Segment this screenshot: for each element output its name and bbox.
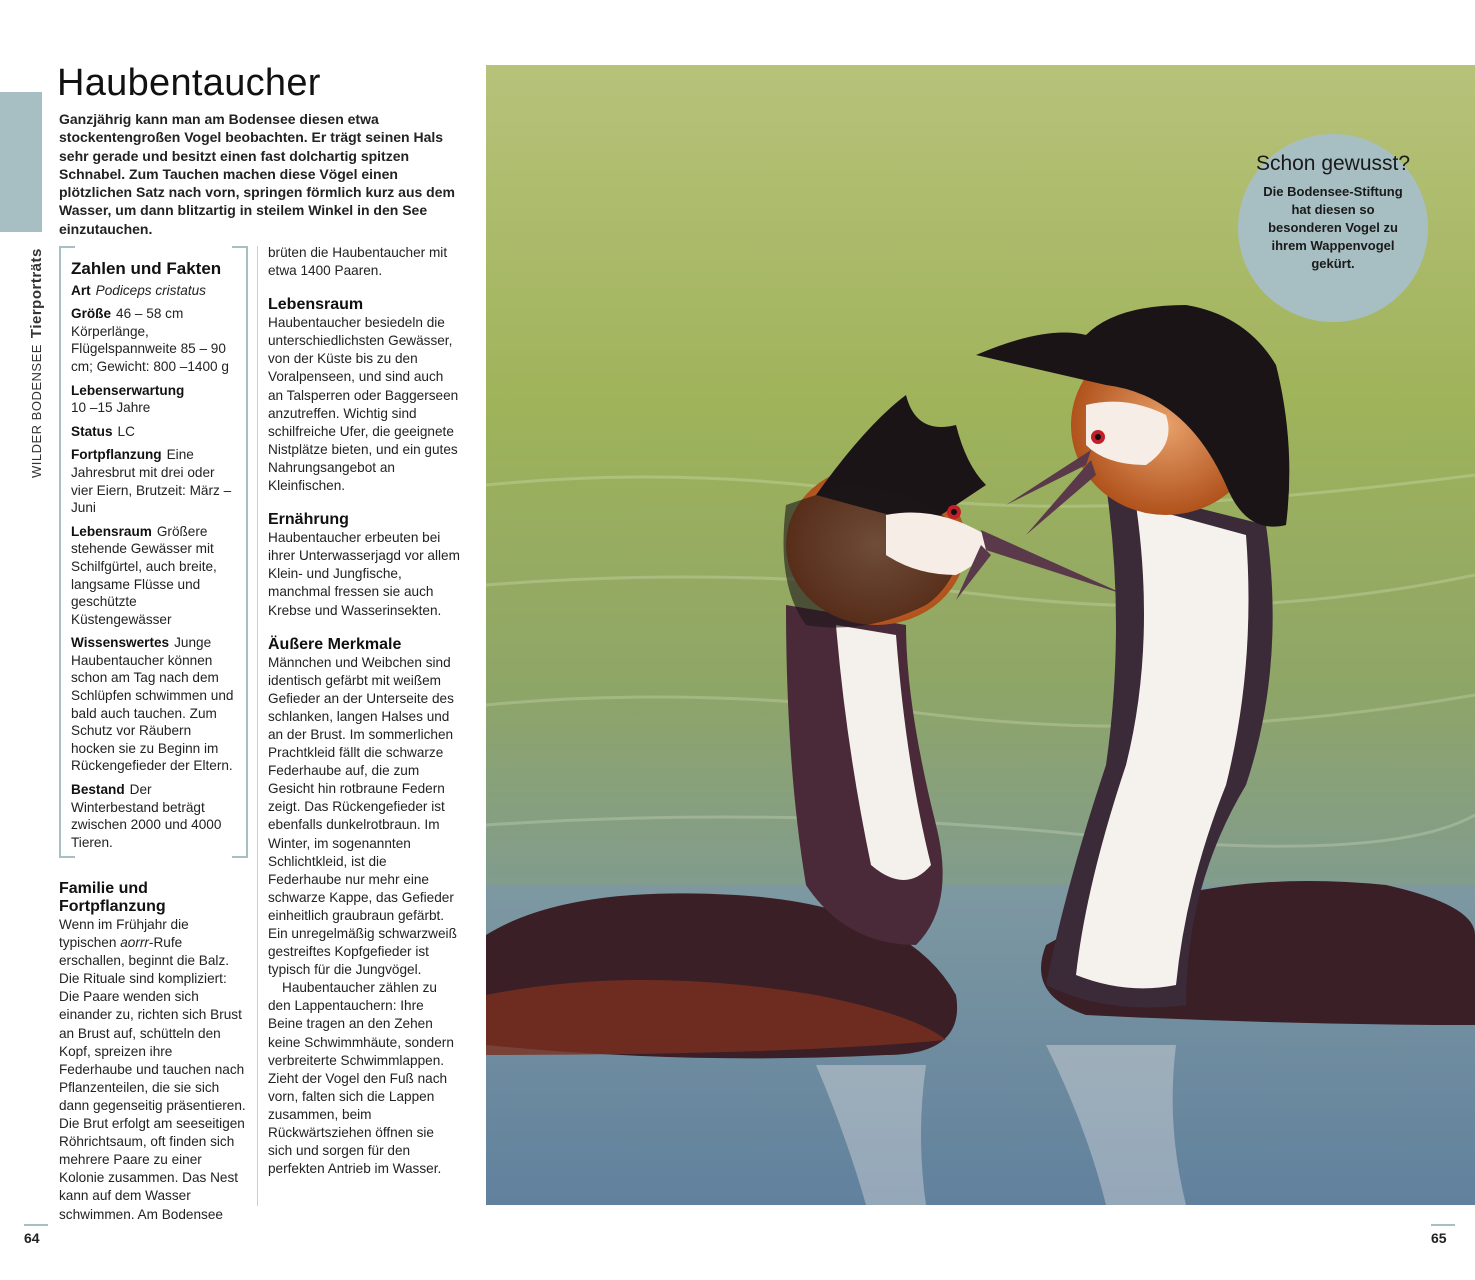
text-merkmale-2: Haubentaucher zählen zu den Lappentauchern: Ihre Beine tragen an den Zehen keine Schwimmhäute, sondern verbreiterte Schwimmlappen. Zieht der Vogel den Fuß nach vorn, falten sich die Lappen zusammen, beim Rückwärtsziehen öffnen sie sich und sorgen für den perfekten Antrieb im Wasser. <box>268 980 454 1177</box>
column-left <box>59 880 249 1224</box>
page-title: Haubentaucher <box>57 62 321 104</box>
section-label-light: WILDER BODENSEE <box>29 344 44 478</box>
section-label <box>28 248 45 478</box>
heading-familie: Familie und Fortpflanzung <box>59 880 166 915</box>
fact-art: Art Podiceps cristatus <box>71 282 206 298</box>
text-familie-cont: brüten die Haubentaucher mit etwa 1400 Paaren. <box>268 245 448 279</box>
bubble-text: Die Bodensee-Stiftung hat diesen so besonderen Vogel zu ihrem Wappenvogel gekürt. <box>1263 184 1403 271</box>
bubble-title: Schon gewusst? <box>1255 152 1411 175</box>
page-number-left: 64 <box>24 1230 40 1246</box>
page-number-right: 65 <box>1431 1230 1447 1246</box>
fact-lebenserwartung: Lebenserwartung 10 –15 Jahre <box>71 382 185 416</box>
facts-heading: Zahlen und Fakten <box>71 259 222 278</box>
fact-wissenswertes: Wissenswertes Junge Haubentaucher können schon am Tag nach dem Schlüpfen schwimmen und bald auch tauchen. Zum Schutz vor Räubern hocken sie zu Beginn im Rückengefieder der Eltern. <box>71 635 234 774</box>
fact-lebensraum: Lebensraum Größere stehende Gewässer mit Schilfgürtel, auch breite, langsame Flüsse und geschützte Küstengewässer <box>71 523 217 627</box>
lead-paragraph: Ganzjährig kann man am Bodensee diesen etwa stockentengroßen Vogel beobachten. Er trägt seinen Hals sehr gerade und besitzt einen fast dolchartig spitzen Schnabel. Zum Tauchen machen diese Vögel einen plötzlichen Satz nach vorn, springen förmlich kurz aus dem Wasser, um dann blitzartig in steilem Winkel in den See einzutauchen. <box>59 111 455 237</box>
section-tab <box>0 92 42 232</box>
heading-ernaehrung: Ernährung <box>268 511 349 529</box>
info-bubble <box>1238 134 1428 322</box>
column-divider <box>257 246 258 1206</box>
heading-lebensraum: Lebensraum <box>268 296 364 314</box>
fact-status: Status LC <box>71 423 135 439</box>
fact-bestand: Bestand Der Winterbestand beträgt zwischen 2000 und 4000 Tieren. <box>71 782 222 850</box>
column-right <box>268 244 460 1178</box>
facts-box <box>59 246 248 858</box>
heading-merkmale: Äußere Merkmale <box>268 635 402 653</box>
text-ernaehrung: Haubentaucher erbeuten bei ihrer Unterwasserjagd vor allem Klein- und Jungfische, manchmal fressen sie auch Krebse und Wasserinsekten. <box>268 530 460 618</box>
text-familie: Wenn im Frühjahr die typischen aorrr-Rufe erschallen, beginnt die Balz. Die Rituale sind kompliziert: Die Paare wenden sich einander zu, richten sich Brust an Brust auf, schütteln den Kopf, spreizen ihre Federhaube und tauchen nach Pflanzenteilen, die sie sich dann gegenseitig präsentieren. Die Brut erfolgt am seeseitigen Röhrichtsaum, oft finden sich mehrere Paare zu einer Kolonie zusammen. Das Nest kann auf dem Wasser schwimmen. Am Bodensee <box>59 917 246 1222</box>
fact-groesse: Größe 46 – 58 cm Körperlänge, Flügelspannweite 85 – 90 cm; Gewicht: 800 –1400 g <box>71 306 229 374</box>
section-label-bold: Tierporträts <box>28 248 45 339</box>
text-lebensraum: Haubentaucher besiedeln die unterschiedlichsten Gewässer, von der Küste bis zu den Voralpenseen, und sind auch an Talsperren oder Baggerseen anzutreffen. Wichtig sind schilfreiche Ufer, die geeignete Nistplätze bieten, und ein gutes Nahrungsangebot an Kleinfischen. <box>268 315 459 494</box>
text-merkmale: Männchen und Weibchen sind identisch gefärbt mit weißem Gefieder an der Unterseite des schlanken, langen Halses und an der Brust. Im sommerlichen Prachtkleid fällt die schwarze Federhaube auf, die zum Gesicht hin rotbraune Federn zeigt. Das Rückengefieder ist ebenfalls dunkelrotbraun. Im Winter, im sogenannten Schlichtkleid, ist die Federhaube nur mehr eine schwarze Kappe, das Gefieder einheitlich graubraun gefärbt. Ein unregelmäßig schwarzweiß gestreiftes Kopfgefieder ist typisch für die Jungvögel. <box>268 654 457 978</box>
fact-fortpflanzung: Fortpflanzung Eine Jahresbrut mit drei oder vier Eiern, Brutzeit: März – Juni <box>71 447 232 516</box>
